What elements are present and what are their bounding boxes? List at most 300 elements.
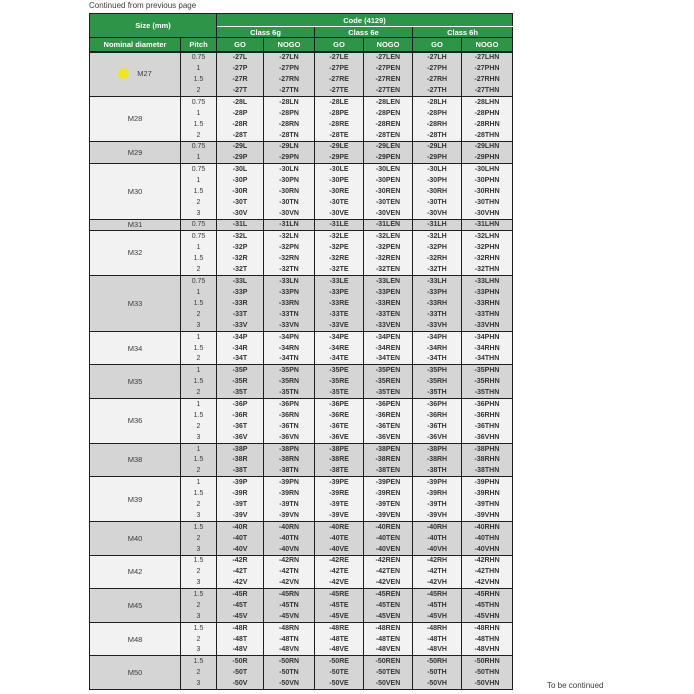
code-cell: -32TEN <box>364 264 413 275</box>
table-row <box>90 522 513 533</box>
code-cell: -36RH <box>413 410 462 421</box>
nominal-diameter-label: M50 <box>127 668 143 678</box>
code-cell: -28PHN <box>462 107 513 118</box>
code-cell: -50R <box>217 656 264 667</box>
code-cell: -30REN <box>364 186 413 197</box>
diameter-group-m42 <box>90 555 513 589</box>
code-cell: -36RHN <box>462 410 513 421</box>
pitch-cell: 1 <box>181 477 217 488</box>
nominal-diameter-cell <box>90 656 181 690</box>
pitch-cell: 1 <box>181 63 217 74</box>
to-be-continued-note: To be continued <box>547 681 604 690</box>
code-cell: -39PE <box>315 477 364 488</box>
code-cell: -30PHN <box>462 175 513 186</box>
code-cell: -28TE <box>315 130 364 141</box>
code-cell: -33VN <box>264 320 315 331</box>
code-cell: -33RN <box>264 298 315 309</box>
nominal-diameter-cell <box>90 275 181 331</box>
pitch-cell: 2 <box>181 197 217 208</box>
code-cell: -32LEN <box>364 231 413 242</box>
diameter-group-m27 <box>90 52 513 97</box>
code-cell: -36VE <box>315 432 364 443</box>
code-cell: -50VH <box>413 678 462 689</box>
code-cell: -27PN <box>264 63 315 74</box>
code-cell: -38THN <box>462 466 513 477</box>
code-cell: -27PH <box>413 63 462 74</box>
code-cell: -36V <box>217 432 264 443</box>
nominal-diameter-cell <box>90 141 181 163</box>
code-cell: -38TE <box>315 466 364 477</box>
code-cell: -33P <box>217 287 264 298</box>
code-cell: -27LH <box>413 52 462 63</box>
code-cell: -38RH <box>413 454 462 465</box>
code-cell: -32L <box>217 231 264 242</box>
pitch-cell: 1.5 <box>181 656 217 667</box>
code-cell: -45TEN <box>364 600 413 611</box>
code-cell: -30PH <box>413 175 462 186</box>
code-cell: -40RE <box>315 522 364 533</box>
code-cell: -29LHN <box>462 141 513 152</box>
nominal-diameter-label: M36 <box>127 416 143 426</box>
code-cell: -29LN <box>264 141 315 152</box>
code-cell: -30TH <box>413 197 462 208</box>
pitch-cell: 2 <box>181 85 217 96</box>
code-cell: -38RHN <box>462 454 513 465</box>
code-cell: -39RH <box>413 488 462 499</box>
code-cell: -33VEN <box>364 320 413 331</box>
code-cell: -48V <box>217 645 264 656</box>
code-cell: -48TE <box>315 633 364 644</box>
code-cell: -39PHN <box>462 477 513 488</box>
gauge-code-table <box>89 13 513 690</box>
code-cell: -30PEN <box>364 175 413 186</box>
code-cell: -50VN <box>264 678 315 689</box>
header-row-columns <box>90 38 513 52</box>
pitch-cell: 1 <box>181 242 217 253</box>
table-row <box>90 231 513 242</box>
code-cell: -40REN <box>364 522 413 533</box>
code-cell: -29L <box>217 141 264 152</box>
pitch-cell: 1.5 <box>181 488 217 499</box>
code-cell: -39TH <box>413 499 462 510</box>
code-cell: -35T <box>217 387 264 398</box>
go-header-6h: GO <box>413 38 462 52</box>
code-cell: -33TE <box>315 309 364 320</box>
code-cell: -28TN <box>264 130 315 141</box>
code-cell: -40VHN <box>462 544 513 555</box>
code-cell: -38TH <box>413 466 462 477</box>
nominal-diameter-label: M39 <box>127 494 143 504</box>
code-cell: -50RHN <box>462 656 513 667</box>
code-cell: -30RHN <box>462 186 513 197</box>
code-cell: -34R <box>217 342 264 353</box>
code-cell: -29P <box>217 152 264 163</box>
code-cell: -30RE <box>315 186 364 197</box>
diameter-group-m28 <box>90 96 513 141</box>
code-cell: -30P <box>217 175 264 186</box>
table-header <box>90 14 513 52</box>
pitch-cell: 1 <box>181 152 217 163</box>
code-cell: -29PH <box>413 152 462 163</box>
pitch-cell: 2 <box>181 499 217 510</box>
code-cell: -36PHN <box>462 398 513 409</box>
code-cell: -30RN <box>264 186 315 197</box>
code-cell: -32THN <box>462 264 513 275</box>
table-row <box>90 589 513 600</box>
code-cell: -45RE <box>315 589 364 600</box>
code-cell: -28PEN <box>364 107 413 118</box>
code-cell: -28R <box>217 119 264 130</box>
code-cell: -28RN <box>264 119 315 130</box>
code-cell: -34RE <box>315 342 364 353</box>
code-cell: -30VEN <box>364 208 413 219</box>
table-row <box>90 622 513 633</box>
code-cell: -40THN <box>462 533 513 544</box>
code-cell: -38PEN <box>364 443 413 454</box>
code-cell: -40VE <box>315 544 364 555</box>
code-cell: -36TN <box>264 421 315 432</box>
diameter-group-m30 <box>90 163 513 219</box>
code-cell: -50REN <box>364 656 413 667</box>
code-cell: -39R <box>217 488 264 499</box>
code-cell: -42T <box>217 566 264 577</box>
code-cell: -34RHN <box>462 342 513 353</box>
pitch-cell: 1.5 <box>181 410 217 421</box>
pitch-cell: 0.75 <box>181 275 217 286</box>
code-cell: -36PEN <box>364 398 413 409</box>
code-cell: -40T <box>217 533 264 544</box>
code-cell: -39VEN <box>364 510 413 521</box>
code-cell: -45V <box>217 611 264 622</box>
code-cell: -48R <box>217 622 264 633</box>
nominal-diameter-cell <box>90 443 181 477</box>
code-cell: -42REN <box>364 555 413 566</box>
table-row <box>90 331 513 342</box>
code-cell: -50RE <box>315 656 364 667</box>
code-cell: -30VHN <box>462 208 513 219</box>
code-cell: -38PH <box>413 443 462 454</box>
diameter-group-m36 <box>90 398 513 443</box>
pitch-cell: 1.5 <box>181 253 217 264</box>
code-cell: -27LHN <box>462 52 513 63</box>
pitch-cell: 1.5 <box>181 186 217 197</box>
code-cell: -32REN <box>364 253 413 264</box>
code-cell: -40TN <box>264 533 315 544</box>
code-cell: -28LN <box>264 96 315 107</box>
code-cell: -39P <box>217 477 264 488</box>
nominal-diameter-label: M28 <box>127 114 143 124</box>
code-cell: -39RHN <box>462 488 513 499</box>
code-cell: -36PN <box>264 398 315 409</box>
code-cell: -35PE <box>315 365 364 376</box>
code-cell: -34TEN <box>364 354 413 365</box>
nominal-diameter-cell <box>90 589 181 623</box>
code-cell: -42THN <box>462 566 513 577</box>
code-cell: -34TE <box>315 354 364 365</box>
code-cell: -34PH <box>413 331 462 342</box>
table-row <box>90 555 513 566</box>
code-cell: -50RH <box>413 656 462 667</box>
diameter-group-m31 <box>90 219 513 230</box>
code-cell: -33LEN <box>364 275 413 286</box>
code-cell: -28T <box>217 130 264 141</box>
code-cell: -50VE <box>315 678 364 689</box>
code-cell: -27LE <box>315 52 364 63</box>
code-cell: -45TN <box>264 600 315 611</box>
pitch-cell: 0.75 <box>181 163 217 174</box>
diameter-group-m40 <box>90 522 513 556</box>
code-cell: -34TH <box>413 354 462 365</box>
nominal-diameter-cell <box>90 231 181 276</box>
continued-from-note: Continued from previous page <box>89 1 197 10</box>
diameter-group-m33 <box>90 275 513 331</box>
nominal-diameter-label: M45 <box>127 600 143 610</box>
class-6h-header: Class 6h <box>413 27 513 38</box>
code-cell: -32R <box>217 253 264 264</box>
nominal-diameter-cell <box>90 398 181 443</box>
code-cell: -36T <box>217 421 264 432</box>
code-cell: -36RE <box>315 410 364 421</box>
code-cell: -34RN <box>264 342 315 353</box>
pitch-cell: 2 <box>181 533 217 544</box>
code-cell: -39RN <box>264 488 315 499</box>
code-cell: -27RE <box>315 74 364 85</box>
code-cell: -30VN <box>264 208 315 219</box>
code-cell: -36VHN <box>462 432 513 443</box>
code-cell: -48RH <box>413 622 462 633</box>
pitch-cell: 3 <box>181 432 217 443</box>
pitch-cell: 1.5 <box>181 119 217 130</box>
code-cell: -35TEN <box>364 387 413 398</box>
code-cell: -27PEN <box>364 63 413 74</box>
nominal-diameter-label: M34 <box>127 343 143 353</box>
code-cell: -30VH <box>413 208 462 219</box>
code-header: Code (4129) <box>217 14 513 27</box>
header-row-code <box>90 14 513 27</box>
code-cell: -42R <box>217 555 264 566</box>
code-cell: -38PHN <box>462 443 513 454</box>
code-cell: -36THN <box>462 421 513 432</box>
code-cell: -33LHN <box>462 275 513 286</box>
code-cell: -34PEN <box>364 331 413 342</box>
code-cell: -33REN <box>364 298 413 309</box>
code-cell: -36P <box>217 398 264 409</box>
code-cell: -32PN <box>264 242 315 253</box>
pitch-cell: 1 <box>181 107 217 118</box>
pitch-cell: 1.5 <box>181 74 217 85</box>
code-cell: -48VEN <box>364 645 413 656</box>
code-cell: -28REN <box>364 119 413 130</box>
table-row <box>90 141 513 152</box>
code-cell: -42VHN <box>462 577 513 588</box>
code-cell: -31LEN <box>364 219 413 230</box>
code-cell: -39VN <box>264 510 315 521</box>
pitch-cell: 3 <box>181 544 217 555</box>
highlight-marker-icon <box>118 68 129 79</box>
code-cell: -40TE <box>315 533 364 544</box>
nominal-diameter-cell <box>90 331 181 365</box>
pitch-cell: 1.5 <box>181 342 217 353</box>
code-cell: -28TH <box>413 130 462 141</box>
code-cell: -33T <box>217 309 264 320</box>
code-cell: -40VH <box>413 544 462 555</box>
nominal-diameter-cell <box>90 163 181 219</box>
pitch-cell: 1.5 <box>181 555 217 566</box>
code-cell: -32PHN <box>462 242 513 253</box>
nominal-diameter-cell <box>90 219 181 230</box>
code-cell: -33VE <box>315 320 364 331</box>
code-cell: -34TN <box>264 354 315 365</box>
code-cell: -28LEN <box>364 96 413 107</box>
code-cell: -33RE <box>315 298 364 309</box>
code-cell: -50TEN <box>364 667 413 678</box>
code-cell: -48THN <box>462 633 513 644</box>
code-cell: -40TEN <box>364 533 413 544</box>
code-cell: -27RHN <box>462 74 513 85</box>
code-cell: -33LE <box>315 275 364 286</box>
code-cell: -38RE <box>315 454 364 465</box>
code-cell: -39PN <box>264 477 315 488</box>
code-cell: -50TN <box>264 667 315 678</box>
code-cell: -29LEN <box>364 141 413 152</box>
code-cell: -33LN <box>264 275 315 286</box>
code-cell: -27PHN <box>462 63 513 74</box>
code-cell: -45VHN <box>462 611 513 622</box>
code-cell: -33RHN <box>462 298 513 309</box>
nominal-diameter-label: M48 <box>127 634 143 644</box>
code-cell: -33VH <box>413 320 462 331</box>
code-cell: -42TH <box>413 566 462 577</box>
code-cell: -35PH <box>413 365 462 376</box>
code-cell: -29LE <box>315 141 364 152</box>
nogo-header-6h: NOGO <box>462 38 513 52</box>
code-cell: -35RH <box>413 376 462 387</box>
code-cell: -42TN <box>264 566 315 577</box>
code-cell: -50T <box>217 667 264 678</box>
code-cell: -40V <box>217 544 264 555</box>
diameter-group-m34 <box>90 331 513 365</box>
code-cell: -30T <box>217 197 264 208</box>
code-cell: -50VEN <box>364 678 413 689</box>
code-cell: -30LE <box>315 163 364 174</box>
code-cell: -45VEN <box>364 611 413 622</box>
code-cell: -32PEN <box>364 242 413 253</box>
pitch-cell: 1.5 <box>181 298 217 309</box>
pitch-cell: 1 <box>181 331 217 342</box>
code-cell: -34THN <box>462 354 513 365</box>
code-cell: -27TH <box>413 85 462 96</box>
code-cell: -27TEN <box>364 85 413 96</box>
code-cell: -33VHN <box>462 320 513 331</box>
code-cell: -35REN <box>364 376 413 387</box>
code-cell: -28PN <box>264 107 315 118</box>
code-cell: -50TE <box>315 667 364 678</box>
pitch-cell: 1.5 <box>181 454 217 465</box>
table-row <box>90 443 513 454</box>
code-cell: -45VN <box>264 611 315 622</box>
code-cell: -33LH <box>413 275 462 286</box>
nominal-diameter-cell <box>90 522 181 556</box>
pitch-cell: 2 <box>181 354 217 365</box>
code-cell: -42RHN <box>462 555 513 566</box>
code-cell: -38RN <box>264 454 315 465</box>
code-cell: -30THN <box>462 197 513 208</box>
code-cell: -30RH <box>413 186 462 197</box>
code-cell: -27PE <box>315 63 364 74</box>
code-cell: -42RH <box>413 555 462 566</box>
code-cell: -48RE <box>315 622 364 633</box>
code-cell: -42VE <box>315 577 364 588</box>
code-cell: -40TH <box>413 533 462 544</box>
code-cell: -38PN <box>264 443 315 454</box>
code-cell: -32RN <box>264 253 315 264</box>
code-cell: -35PHN <box>462 365 513 376</box>
code-cell: -28LH <box>413 96 462 107</box>
nominal-diameter-header: Nominal diameter <box>90 38 181 52</box>
code-cell: -30L <box>217 163 264 174</box>
go-header-6g: GO <box>217 38 264 52</box>
code-cell: -40RHN <box>462 522 513 533</box>
code-cell: -39RE <box>315 488 364 499</box>
code-cell: -32PH <box>413 242 462 253</box>
nominal-diameter-label: M32 <box>127 248 143 258</box>
code-cell: -31LE <box>315 219 364 230</box>
table-row <box>90 96 513 107</box>
pitch-cell: 1.5 <box>181 522 217 533</box>
code-cell: -36VH <box>413 432 462 443</box>
pitch-cell: 2 <box>181 387 217 398</box>
code-cell: -48REN <box>364 622 413 633</box>
code-cell: -32T <box>217 264 264 275</box>
code-cell: -33THN <box>462 309 513 320</box>
code-cell: -36R <box>217 410 264 421</box>
pitch-cell: 2 <box>181 264 217 275</box>
code-cell: -27THN <box>462 85 513 96</box>
code-cell: -48TH <box>413 633 462 644</box>
code-cell: -28P <box>217 107 264 118</box>
pitch-cell: 3 <box>181 645 217 656</box>
code-cell: -29PN <box>264 152 315 163</box>
pitch-cell: 3 <box>181 320 217 331</box>
pitch-cell: 1 <box>181 365 217 376</box>
code-cell: -28TEN <box>364 130 413 141</box>
pitch-cell: 0.75 <box>181 141 217 152</box>
code-cell: -42VN <box>264 577 315 588</box>
diameter-group-m35 <box>90 365 513 399</box>
code-cell: -45RN <box>264 589 315 600</box>
size-header: Size (mm) <box>90 14 217 38</box>
code-cell: -27TE <box>315 85 364 96</box>
code-cell: -45REN <box>364 589 413 600</box>
pitch-cell: 1 <box>181 175 217 186</box>
code-cell: -35RE <box>315 376 364 387</box>
code-cell: -30LH <box>413 163 462 174</box>
pitch-cell: 2 <box>181 466 217 477</box>
table-row <box>90 52 513 63</box>
code-cell: -38TEN <box>364 466 413 477</box>
pitch-cell: 3 <box>181 577 217 588</box>
code-cell: -34PN <box>264 331 315 342</box>
code-cell: -32P <box>217 242 264 253</box>
pitch-cell: 1.5 <box>181 376 217 387</box>
nominal-diameter-label: M35 <box>127 377 143 387</box>
code-cell: -40R <box>217 522 264 533</box>
code-cell: -40VN <box>264 544 315 555</box>
code-cell: -50THN <box>462 667 513 678</box>
code-cell: -28RHN <box>462 119 513 130</box>
code-cell: -27RH <box>413 74 462 85</box>
code-cell: -33TH <box>413 309 462 320</box>
